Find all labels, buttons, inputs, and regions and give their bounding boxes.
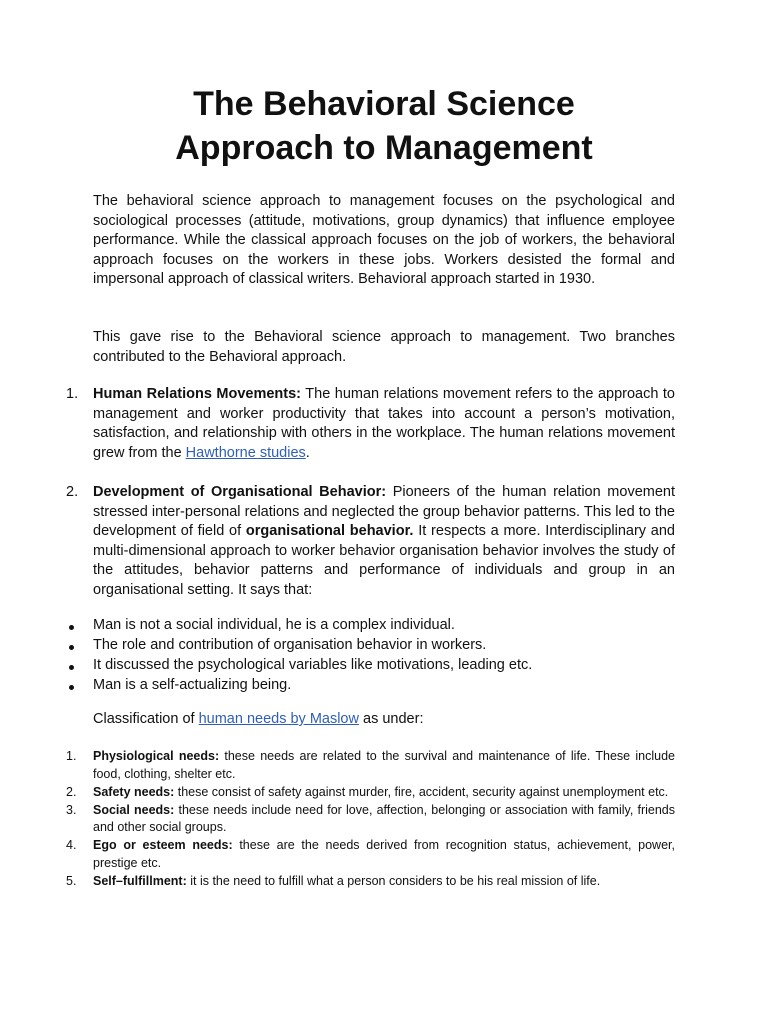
need-item-physiological: 1. Physiological needs: these needs are related to the survival and maintenance of life. These include food, clothing, shelter etc. <box>66 749 675 781</box>
branch-tail: . <box>305 444 310 461</box>
list-item: Man is a self-actualizing being. <box>66 676 675 696</box>
needs-list <box>66 748 675 891</box>
branch-body: The human relations movement refers to the approach to management and worker productivity that takes into account a person’s motivation, satisfaction, and relationship with others in the workplace. The human relations movement grew from the <box>93 386 676 461</box>
list-item: Man is not a social individual, he is a complex individual. <box>66 616 675 636</box>
branch-item-human-relations <box>66 385 675 463</box>
list-item: It discussed the psychological variables like motivations, leading etc. <box>66 656 675 676</box>
classification-line: Classification of human needs by Maslow as under: <box>93 711 424 727</box>
need-item-social: 3. Social needs: these needs include need for love, affection, belonging or association with family, friends and other social groups. <box>66 802 675 834</box>
bullet-icon <box>69 645 74 650</box>
bullet-icon <box>69 685 74 690</box>
need-item-safety: 2. Safety needs: these consist of safety against murder, fire, accident, security against unemployment etc. <box>66 784 669 799</box>
branch-bold-term: organisational behavior. <box>245 523 414 539</box>
branch-heading: Development of Organisational Behavior: <box>93 484 387 500</box>
intro-paragraph: The behavioral science approach to management focuses on the psychological and sociological processes (attitude, motivations, group dynamics) that influence employee performance. While the classical approach focuses on the job of workers, the behavioral approach focuses on the workers in these jobs. Workers desisted the formal and impersonal approach of classical writers. Behavioral approach started in 1930. <box>93 193 675 287</box>
need-item-esteem: 4. Ego or esteem needs: these are the needs derived from recognition status, achievement, power, prestige etc. <box>66 838 675 870</box>
branch-number: 2. <box>66 484 79 500</box>
bullet-icon <box>69 665 74 670</box>
maslow-needs-link[interactable]: human needs by Maslow <box>198 711 359 727</box>
bullet-icon <box>69 625 74 630</box>
branch-item-org-behavior <box>66 483 675 600</box>
bullet-list <box>66 616 675 696</box>
branch-text <box>93 483 675 600</box>
hawthorne-studies-link[interactable]: Hawthorne studies <box>185 444 306 461</box>
branches-intro-paragraph: This gave rise to the Behavioral science approach to management. Two branches contributed to the Behavioral approach. <box>93 329 675 365</box>
page-title <box>0 82 768 170</box>
branch-text <box>93 385 675 463</box>
branch-number: 1. <box>66 386 79 402</box>
branch-body: Pioneers of the human relation movement stressed inter-personal relations and neglected the group behavior patterns. This led to the development of field of <box>93 484 675 539</box>
list-item: The role and contribution of organisation behavior in workers. <box>66 636 675 656</box>
title-line-2: Approach to Management <box>175 129 593 167</box>
title-line-1: The Behavioral Science <box>193 85 575 123</box>
need-item-self-fulfillment: 5. Self–fulfillment: it is the need to fulfill what a person considers to be his real mission of life. <box>66 873 601 888</box>
branch-tail: It respects a more. Interdisciplinary and multi-dimensional approach to worker behavior organisation behavior involves the study of the attitudes, behavior patterns and performance of individuals and group in an organisational setting. It says that: <box>93 523 675 598</box>
branch-heading: Human Relations Movements: <box>93 386 302 402</box>
